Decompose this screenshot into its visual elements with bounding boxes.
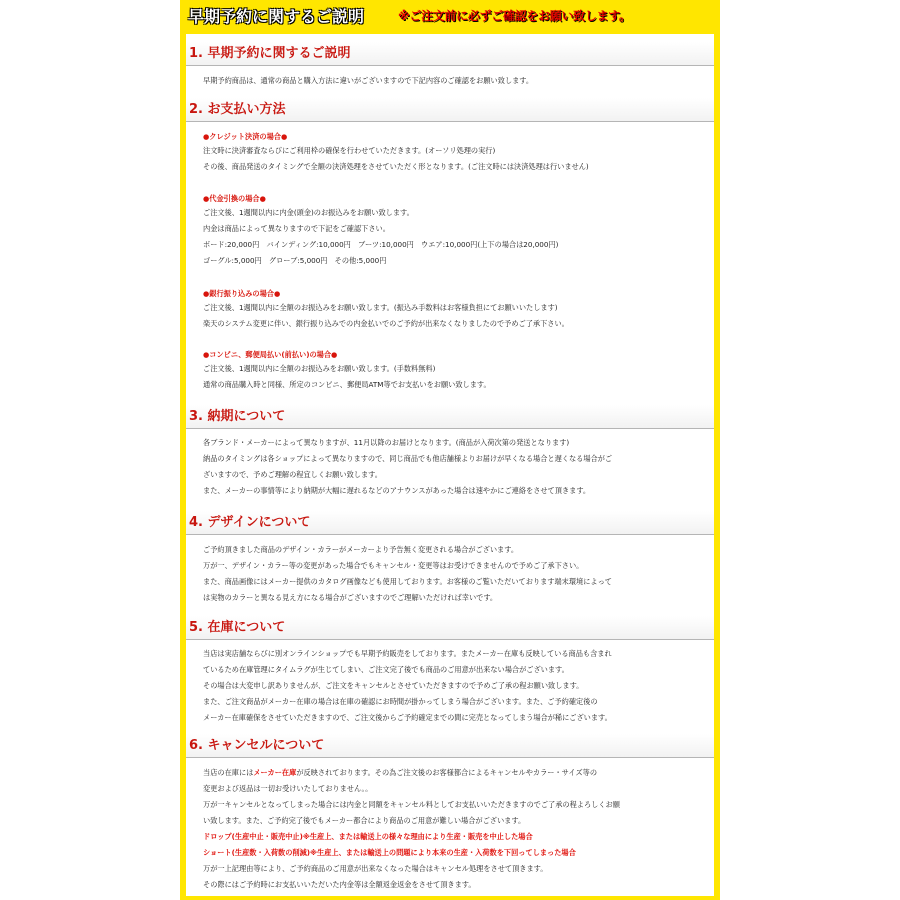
content-panel: [186, 34, 714, 896]
section-text: 楽天のシステム変更に伴い、銀行振り込みでの内金払いでのご予約が出来なくなりましたので予めご了承下さい。: [203, 319, 569, 328]
section-text: また、メーカーの事情等により納期が大幅に遅れるなどのアナウンスがあった場合は速やかにご連絡をさせて頂きます。: [203, 486, 591, 495]
title-bar: [180, 0, 720, 34]
section-heading-early-reservation: 1. 早期予約に関するご説明: [186, 42, 714, 66]
section-text: ているため在庫管理にタイムラグが生じてしまい、ご注文完了後でも商品のご用意が出来ない場合がございます。: [203, 665, 569, 674]
section-text: ボード:20,000円 バインディング:10,000円 ブーツ:10,000円 ウエア:10,000円(上下の場合は20,000円): [203, 240, 559, 249]
section-text: また、ご注文商品がメーカー在庫の場合は在庫の確認にお時間が掛かってしまう場合がございます。また、ご予約確定後の: [203, 697, 598, 706]
section-text: 内金は商品によって異なりますので下記をご確認下さい。: [203, 224, 390, 233]
section-heading-design: 4. デザインについて: [186, 511, 714, 535]
notice-frame: [180, 0, 720, 900]
section-text: ご注文後、1週間以内に全額のお振込みをお願い致します。(手数料無料): [203, 364, 436, 373]
short-notice: ショート(生産数・入荷数の削減)※生産上、または輸送上の問題により本来の生産・入荷数を下回ってしまった場合: [203, 848, 576, 857]
section-heading-payment: 2. お支払い方法: [186, 98, 714, 122]
section-text: その後、商品発送のタイミングで全額の決済処理をさせていただく形となります。(ご注文時には決済処理は行いません): [203, 162, 589, 171]
section-text: ざいますので、予めご理解の程宜しくお願い致します。: [203, 470, 382, 479]
section-heading-stock: 5. 在庫について: [186, 616, 714, 640]
section-text: 注文時に決済審査ならびにご利用枠の確保を行わせていただきます。(オーソリ処理の実行): [203, 146, 496, 155]
section-heading-delivery: 3. 納期について: [186, 405, 714, 429]
page-title: 早期予約に関するご説明: [188, 7, 365, 26]
section-text: ゴーグル:5,000円 グローブ:5,000円 その他:5,000円: [203, 256, 387, 265]
text-fragment: 当店の在庫には: [203, 768, 254, 777]
section-text: は実物のカラーと異なる見え方になる場合がございますのでご理解いただければ幸いです。: [203, 593, 498, 602]
section-text: ご注文後、1週間以内に全額のお振込みをお願い致します。(振込み手数料はお客様負担にてお願いいたします): [203, 303, 558, 312]
section-text: その際にはご予約時にお支払いいただいた内金等は全額返金返金をさせて頂きます。: [203, 880, 476, 889]
section-text: 早期予約商品は、通常の商品と購入方法に違いがございますので下記内容のご確認をお願い致します。: [203, 76, 534, 85]
section-text: また、商品画像にはメーカー提供のカタログ画像なども使用しております。お客様のご覧いただいております端末環境によって: [203, 577, 612, 586]
section-text: 万が一、デザイン・カラー等の変更があった場合でもキャンセル・変更等はお受けできませんので予めご了承下さい。: [203, 561, 584, 570]
section-text: 万が一上記理由等により、ご予約商品のご用意が出来なくなった場合はキャンセル処理をさせて頂きます。: [203, 864, 548, 873]
section-text: メーカー在庫確保をさせていただきますので、ご注文後からご予約確定までの間に完売となってしまう場合が稀にございます。: [203, 713, 612, 722]
section-text: 万が一キャンセルとなってしまった場合には内金と同額をキャンセル料としてお支払いいただきますのでご了承の程よろしくお願: [203, 800, 620, 809]
subheading-cod: ●代金引換の場合●: [203, 194, 266, 203]
header-warning: ※ご注文前に必ずご確認をお願い致します。: [398, 9, 631, 23]
section-text: [203, 767, 597, 779]
section-text: 通常の商品購入時と同様、所定のコンビニ、郵便局ATM等でお支払いをお願い致します。: [203, 380, 491, 389]
maker-stock-highlight: メーカー在庫: [253, 768, 297, 777]
text-fragment: が反映されております。その為ご注文後のお客様都合によるキャンセルやカラー・サイズ等の: [296, 768, 598, 777]
section-text: その場合は大変申し訳ありませんが、ご注文をキャンセルとさせていただきますので予めご了承の程お願い致します。: [203, 681, 584, 690]
section-text: ご注文後、1週間以内に内金(頭金)のお振込みをお願い致します。: [203, 208, 414, 217]
section-text: 当店は実店舗ならびに別オンラインショップでも早期予約販売をしております。またメーカー在庫も反映している商品も含まれ: [203, 649, 612, 658]
section-text: 変更および返品は一切お受けいたしておりません。。: [203, 784, 373, 793]
subheading-credit: ●クレジット決済の場合●: [203, 132, 288, 141]
section-text: い致します。また、ご予約完了後でもメーカー都合により商品のご用意が難しい場合がございます。: [203, 816, 526, 825]
section-text: ご予約頂きました商品のデザイン・カラーがメーカーより予告無く変更される場合がございます。: [203, 545, 519, 554]
section-text: 各ブランド・メーカーによって異なりますが、11月以降のお届けとなります。(商品が入荷次第の発送となります): [203, 438, 570, 447]
subheading-bank: ●銀行振り込みの場合●: [203, 289, 281, 298]
section-text: 納品のタイミングは各ショップによって異なりますので、同じ商品でも他店舗様よりお届けが早くなる場合と遅くなる場合がご: [203, 454, 613, 463]
section-heading-cancel: 6. キャンセルについて: [186, 734, 714, 758]
drop-notice: ドロップ(生産中止・販売中止)※生産上、または輸送上の様々な理由により生産・販売を中止した場合: [203, 832, 533, 841]
subheading-conveni: ●コンビニ、郵便局払い(前払い)の場合●: [203, 350, 338, 359]
